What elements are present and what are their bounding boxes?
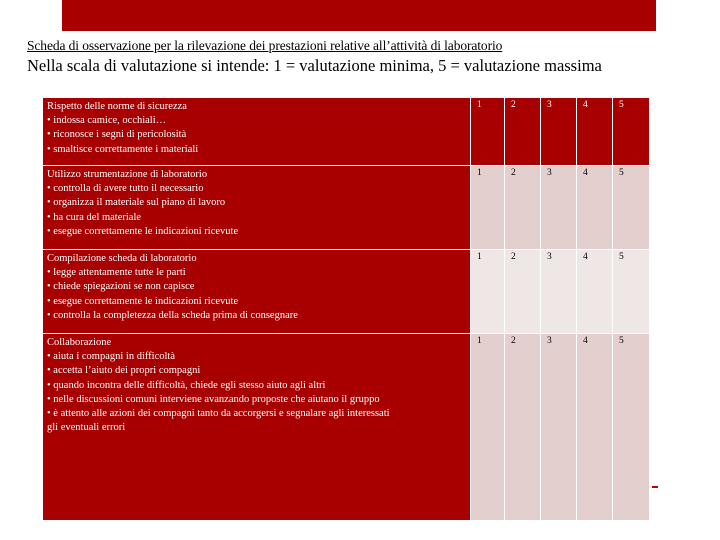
score-5-cell[interactable]: 5 bbox=[613, 250, 650, 334]
score-5-cell[interactable]: 5 bbox=[613, 334, 650, 521]
criterion-item: • esegue correttamente le indicazioni ricevute bbox=[47, 295, 239, 307]
score-3-cell[interactable]: 3 bbox=[541, 250, 577, 334]
criterion-item: gli eventuali errori bbox=[47, 422, 126, 434]
score-4-cell[interactable]: 4 bbox=[577, 166, 613, 250]
criterion-item: • legge attentamente tutte le parti bbox=[47, 267, 186, 279]
criterion-heading: Collaborazione bbox=[47, 337, 112, 348]
score-3-cell[interactable]: 3 bbox=[541, 98, 577, 166]
criterion-row-collaboration bbox=[43, 334, 650, 521]
score-4-cell[interactable]: 4 bbox=[577, 250, 613, 334]
criterion-cell bbox=[43, 250, 471, 334]
criterion-item: • controlla di avere tutto il necessario bbox=[47, 183, 204, 195]
criterion-item: • indossa camice, occhiali… bbox=[47, 115, 167, 127]
score-5-cell[interactable]: 5 bbox=[613, 166, 650, 250]
criterion-item: • è attento alle azioni dei compagni tanto da accorgersi e segnalare agli interessati bbox=[47, 408, 390, 420]
criterion-row-worksheet bbox=[43, 250, 650, 334]
score-1-cell[interactable]: 1 bbox=[471, 334, 505, 521]
criterion-cell bbox=[43, 98, 471, 166]
criterion-item: • quando incontra delle difficoltà, chiede egli stesso aiuto agli altri bbox=[47, 379, 326, 391]
score-2-cell[interactable]: 2 bbox=[505, 334, 541, 521]
criterion-row-safety bbox=[43, 98, 650, 166]
criterion-cell bbox=[43, 334, 471, 521]
scale-note: Nella scala di valutazione si intende: 1 = valutazione minima, 5 = valutazione massima bbox=[27, 56, 602, 75]
criterion-item: • aiuta i compagni in difficoltà bbox=[47, 351, 175, 363]
title-banner bbox=[62, 0, 656, 31]
criterion-item: • chiede spiegazioni se non capisce bbox=[47, 281, 195, 293]
criterion-item: • organizza il materiale sul piano di lavoro bbox=[47, 197, 226, 209]
criterion-heading: Utilizzo strumentazione di laboratorio bbox=[47, 169, 208, 180]
score-1-cell[interactable]: 1 bbox=[471, 166, 505, 250]
criterion-item: • ha cura del materiale bbox=[47, 211, 142, 223]
score-1-cell[interactable]: 1 bbox=[471, 250, 505, 334]
score-2-cell[interactable]: 2 bbox=[505, 166, 541, 250]
criterion-cell bbox=[43, 166, 471, 250]
score-2-cell[interactable]: 2 bbox=[505, 98, 541, 166]
evaluation-table bbox=[42, 97, 650, 521]
score-5-cell[interactable]: 5 bbox=[613, 98, 650, 166]
criterion-item: • nelle discussioni comuni interviene avanzando proposte che aiutano il gruppo bbox=[47, 393, 380, 405]
criterion-item: • smaltisce correttamente i materiali bbox=[47, 143, 199, 155]
criterion-heading: Rispetto delle norme di sicurezza bbox=[47, 101, 187, 112]
criterion-item: • controlla la completezza della scheda prima di consegnare bbox=[47, 309, 298, 321]
score-1-cell[interactable]: 1 bbox=[471, 98, 505, 166]
criterion-item: • riconosce i segni di pericolosità bbox=[47, 129, 187, 141]
document-title: Scheda di osservazione per la rilevazione dei prestazioni relative all’attività di laboratorio bbox=[27, 38, 503, 53]
criterion-row-equipment bbox=[43, 166, 650, 250]
criterion-item: • accetta l’aiuto dei propri compagni bbox=[47, 365, 201, 377]
score-3-cell[interactable]: 3 bbox=[541, 166, 577, 250]
score-2-cell[interactable]: 2 bbox=[505, 250, 541, 334]
accent-mark bbox=[652, 486, 658, 488]
criterion-heading: Compilazione scheda di laboratorio bbox=[47, 253, 197, 264]
score-4-cell[interactable]: 4 bbox=[577, 334, 613, 521]
criterion-item: • esegue correttamente le indicazioni ricevute bbox=[47, 225, 239, 237]
score-4-cell[interactable]: 4 bbox=[577, 98, 613, 166]
score-3-cell[interactable]: 3 bbox=[541, 334, 577, 521]
